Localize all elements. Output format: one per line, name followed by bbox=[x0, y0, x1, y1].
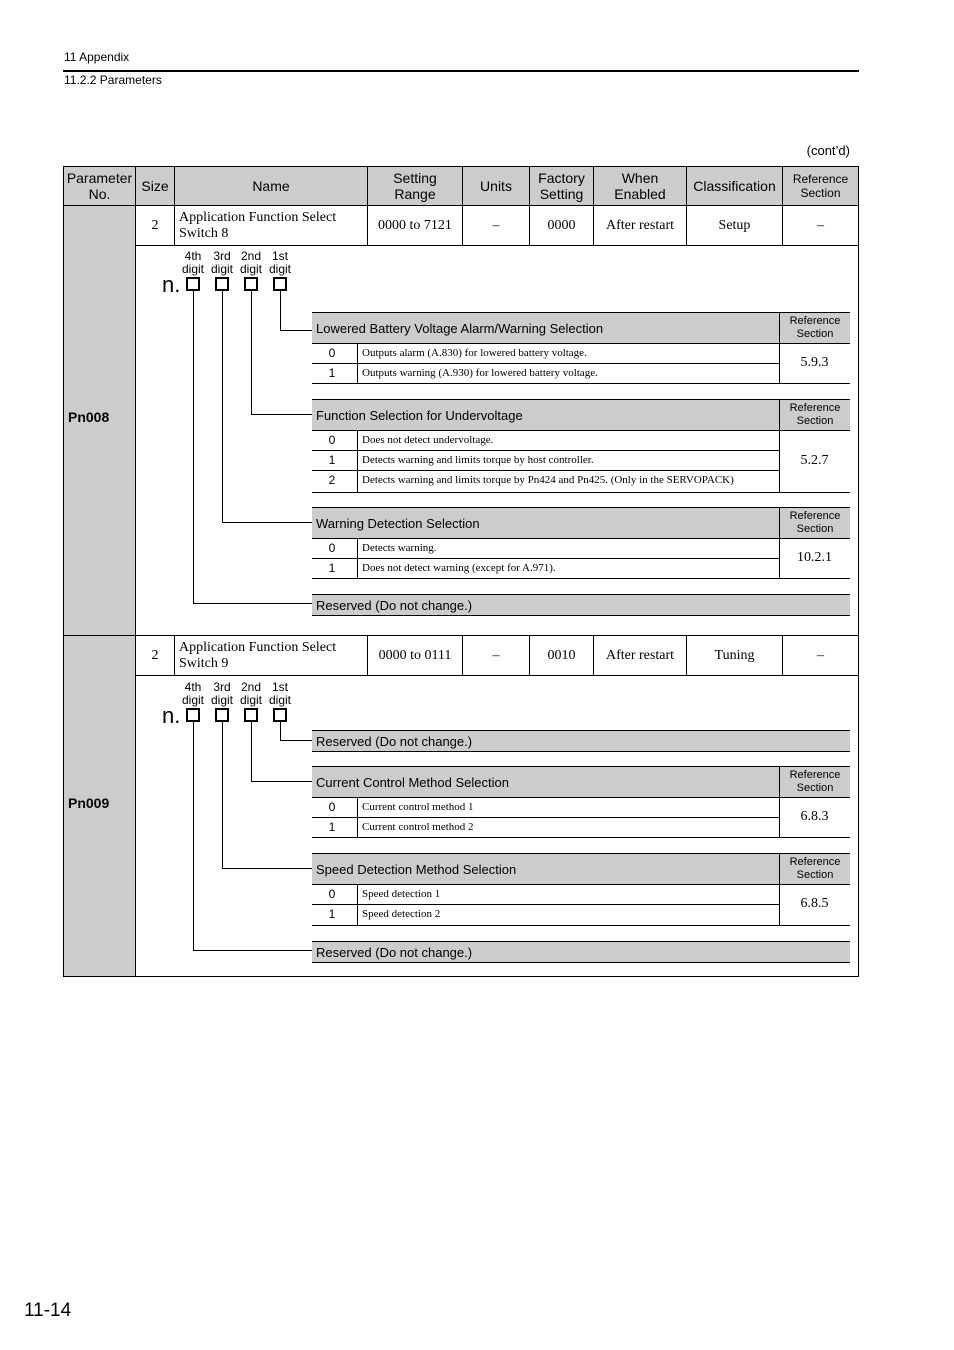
subtable-ref-header bbox=[779, 312, 850, 344]
column-divider bbox=[357, 344, 358, 384]
digit-label-text: 4th bbox=[184, 249, 202, 263]
option-description: Speed detection 2 bbox=[362, 908, 441, 920]
col-header-when-enabled bbox=[593, 166, 687, 206]
option-description: Detects warning and limits torque by Pn424 and Pn425. (Only in the SERVOPACK) bbox=[362, 474, 734, 486]
digit-box-2nd bbox=[244, 708, 258, 722]
digit-label-text: digit bbox=[210, 262, 233, 276]
digit-label-2nd bbox=[236, 250, 266, 276]
n-prefix: n. bbox=[162, 272, 181, 297]
digit-label-text: 3rd bbox=[213, 249, 231, 263]
row-divider bbox=[779, 383, 850, 384]
name-text: Switch 8 bbox=[179, 225, 229, 241]
ref-header-text: Reference bbox=[789, 510, 841, 522]
digit-label-text: digit bbox=[210, 693, 233, 707]
connector-line bbox=[251, 291, 252, 415]
subtable-title-reserved: Reserved (Do not change.) bbox=[312, 594, 850, 616]
connector-line bbox=[193, 603, 312, 604]
col-header-text: Range bbox=[394, 186, 436, 202]
column-divider bbox=[357, 885, 358, 926]
connector-line bbox=[280, 722, 281, 741]
connector-line bbox=[193, 950, 312, 951]
reference-section-value: 6.8.3 bbox=[800, 809, 829, 824]
option-value: 0 bbox=[328, 346, 336, 360]
digit-box-1st bbox=[273, 277, 287, 291]
header-rule bbox=[63, 70, 859, 72]
ref-header-text: Section bbox=[796, 523, 834, 535]
col-header-text: Enabled bbox=[614, 186, 666, 202]
digit-box-1st bbox=[273, 708, 287, 722]
option-description: Does not detect undervoltage. bbox=[362, 434, 494, 446]
param-no-pn008: Pn008 bbox=[68, 409, 110, 425]
digit-box-3rd bbox=[215, 277, 229, 291]
continued-label: (cont’d) bbox=[806, 143, 850, 158]
option-value: 1 bbox=[328, 453, 336, 467]
size-cell: 2 bbox=[135, 635, 175, 676]
col-header-factory-setting bbox=[529, 166, 594, 206]
col-header-units: Units bbox=[462, 166, 530, 206]
connector-line bbox=[251, 414, 312, 415]
connector-line bbox=[222, 291, 223, 523]
connector-line bbox=[251, 781, 312, 782]
digit-label-2nd bbox=[236, 681, 266, 707]
reference-cell: – bbox=[782, 635, 859, 676]
subtable-ref-header bbox=[779, 399, 850, 431]
column-divider bbox=[357, 539, 358, 579]
digit-box-4th bbox=[186, 708, 200, 722]
row-divider bbox=[779, 578, 850, 579]
digit-label-4th bbox=[178, 681, 208, 707]
factory-setting-cell: 0000 bbox=[529, 205, 594, 246]
classification-cell: Setup bbox=[686, 205, 783, 246]
reference-section-value: 5.2.7 bbox=[800, 453, 829, 468]
connector-line bbox=[222, 868, 312, 869]
ref-header-text: Section bbox=[796, 869, 834, 881]
col-header-text: Setting bbox=[393, 170, 437, 186]
digit-label-text: 2nd bbox=[240, 249, 262, 263]
digit-box-4th bbox=[186, 277, 200, 291]
option-description: Outputs warning (A.930) for lowered battery voltage. bbox=[362, 367, 598, 379]
option-value: 2 bbox=[328, 473, 336, 487]
subtable-title-reserved: Reserved (Do not change.) bbox=[312, 730, 850, 752]
option-description: Does not detect warning (except for A.971). bbox=[362, 562, 556, 574]
option-value: 1 bbox=[328, 561, 336, 575]
reference-section-value: 10.2.1 bbox=[797, 550, 832, 565]
column-divider bbox=[357, 798, 358, 838]
subtable-title-reserved: Reserved (Do not change.) bbox=[312, 941, 850, 963]
col-header-text: Parameter bbox=[66, 170, 133, 186]
digit-label-text: digit bbox=[181, 262, 204, 276]
option-value: 1 bbox=[328, 366, 336, 380]
section-title: 11.2.2 Parameters bbox=[64, 73, 162, 87]
setting-range-cell: 0000 to 7121 bbox=[367, 205, 463, 246]
col-header-text: Reference bbox=[792, 172, 849, 186]
digit-label-text: 3rd bbox=[213, 680, 231, 694]
option-value: 0 bbox=[328, 800, 336, 814]
units-cell: – bbox=[462, 205, 530, 246]
row-divider bbox=[779, 492, 850, 493]
subtable-ref-header bbox=[779, 507, 850, 539]
setting-range-cell: 0000 to 0111 bbox=[367, 635, 463, 676]
size-cell: 2 bbox=[135, 205, 175, 246]
row-divider bbox=[779, 837, 850, 838]
col-header-text: Setting bbox=[539, 186, 584, 202]
option-description: Outputs alarm (A.830) for lowered battery voltage. bbox=[362, 347, 587, 359]
subtable-title-warning-detection: Warning Detection Selection bbox=[312, 507, 780, 539]
when-enabled-cell: After restart bbox=[593, 635, 687, 676]
digit-label-text: digit bbox=[181, 693, 204, 707]
subtable-title-speed-detection: Speed Detection Method Selection bbox=[312, 853, 780, 885]
col-header-text: Factory bbox=[538, 170, 585, 186]
option-description: Detects warning. bbox=[362, 542, 437, 554]
name-text: Application Function Select bbox=[179, 209, 337, 225]
col-header-setting-range bbox=[367, 166, 463, 206]
name-cell bbox=[174, 205, 368, 246]
option-description: Current control method 1 bbox=[362, 801, 474, 813]
chapter-title: 11 Appendix bbox=[64, 50, 130, 64]
digit-label-text: digit bbox=[268, 693, 291, 707]
classification-cell: Tuning bbox=[686, 635, 783, 676]
option-value: 0 bbox=[328, 887, 336, 901]
ref-header-text: Reference bbox=[789, 856, 841, 868]
ref-header-text: Section bbox=[796, 782, 834, 794]
option-description: Speed detection 1 bbox=[362, 888, 441, 900]
option-value: 0 bbox=[328, 541, 336, 555]
ref-header-text: Section bbox=[796, 328, 834, 340]
option-value: 1 bbox=[328, 820, 336, 834]
connector-line bbox=[280, 330, 312, 331]
digit-label-text: digit bbox=[239, 262, 262, 276]
digit-label-4th bbox=[178, 250, 208, 276]
option-description: Current control method 2 bbox=[362, 821, 474, 833]
digit-label-text: 1st bbox=[271, 249, 288, 263]
ref-header-text: Reference bbox=[789, 769, 841, 781]
col-header-classification: Classification bbox=[686, 166, 783, 206]
col-header-size: Size bbox=[135, 166, 175, 206]
digit-label-text: 4th bbox=[184, 680, 202, 694]
ref-header-text: Reference bbox=[789, 402, 841, 414]
connector-line bbox=[193, 291, 194, 604]
digit-label-1st bbox=[265, 681, 295, 707]
connector-line bbox=[222, 722, 223, 869]
reference-section-value: 6.8.5 bbox=[800, 896, 829, 911]
connector-line bbox=[280, 740, 312, 741]
digit-box-3rd bbox=[215, 708, 229, 722]
n-prefix: n. bbox=[162, 703, 181, 728]
col-header-text: Section bbox=[800, 186, 841, 200]
param-no-pn009: Pn009 bbox=[68, 795, 110, 811]
digit-label-text: digit bbox=[268, 262, 291, 276]
subtable-ref-header bbox=[779, 766, 850, 798]
digit-label-3rd bbox=[207, 681, 237, 707]
reference-cell: – bbox=[782, 205, 859, 246]
digit-label-3rd bbox=[207, 250, 237, 276]
digit-label-text: digit bbox=[239, 693, 262, 707]
col-header-text: No. bbox=[88, 186, 111, 202]
page-number: 11-14 bbox=[24, 1300, 72, 1321]
units-cell: – bbox=[462, 635, 530, 676]
subtable-title-current-control: Current Control Method Selection bbox=[312, 766, 780, 798]
name-cell bbox=[174, 635, 368, 676]
digit-label-text: 2nd bbox=[240, 680, 262, 694]
reference-section-value: 5.9.3 bbox=[800, 355, 829, 370]
factory-setting-cell: 0010 bbox=[529, 635, 594, 676]
col-header-reference-section bbox=[782, 166, 859, 206]
option-description: Detects warning and limits torque by host controller. bbox=[362, 454, 594, 466]
ref-header-text: Reference bbox=[789, 315, 841, 327]
connector-line bbox=[251, 722, 252, 782]
connector-line bbox=[222, 522, 312, 523]
col-header-param-no bbox=[63, 166, 136, 206]
subtable-ref-header bbox=[779, 853, 850, 885]
row-divider bbox=[779, 925, 850, 926]
when-enabled-cell: After restart bbox=[593, 205, 687, 246]
digit-label-text: 1st bbox=[271, 680, 288, 694]
name-text: Application Function Select bbox=[179, 639, 337, 655]
digit-label-1st bbox=[265, 250, 295, 276]
col-header-name: Name bbox=[174, 166, 368, 206]
column-divider bbox=[357, 431, 358, 493]
subtable-title-battery-voltage: Lowered Battery Voltage Alarm/Warning Selection bbox=[312, 312, 780, 344]
connector-line bbox=[193, 722, 194, 951]
col-header-text: When bbox=[621, 170, 659, 186]
name-text: Switch 9 bbox=[179, 655, 229, 671]
subtable-title-undervoltage: Function Selection for Undervoltage bbox=[312, 399, 780, 431]
ref-header-text: Section bbox=[796, 415, 834, 427]
connector-line bbox=[280, 291, 281, 331]
digit-box-2nd bbox=[244, 277, 258, 291]
option-value: 1 bbox=[328, 907, 336, 921]
option-value: 0 bbox=[328, 433, 336, 447]
